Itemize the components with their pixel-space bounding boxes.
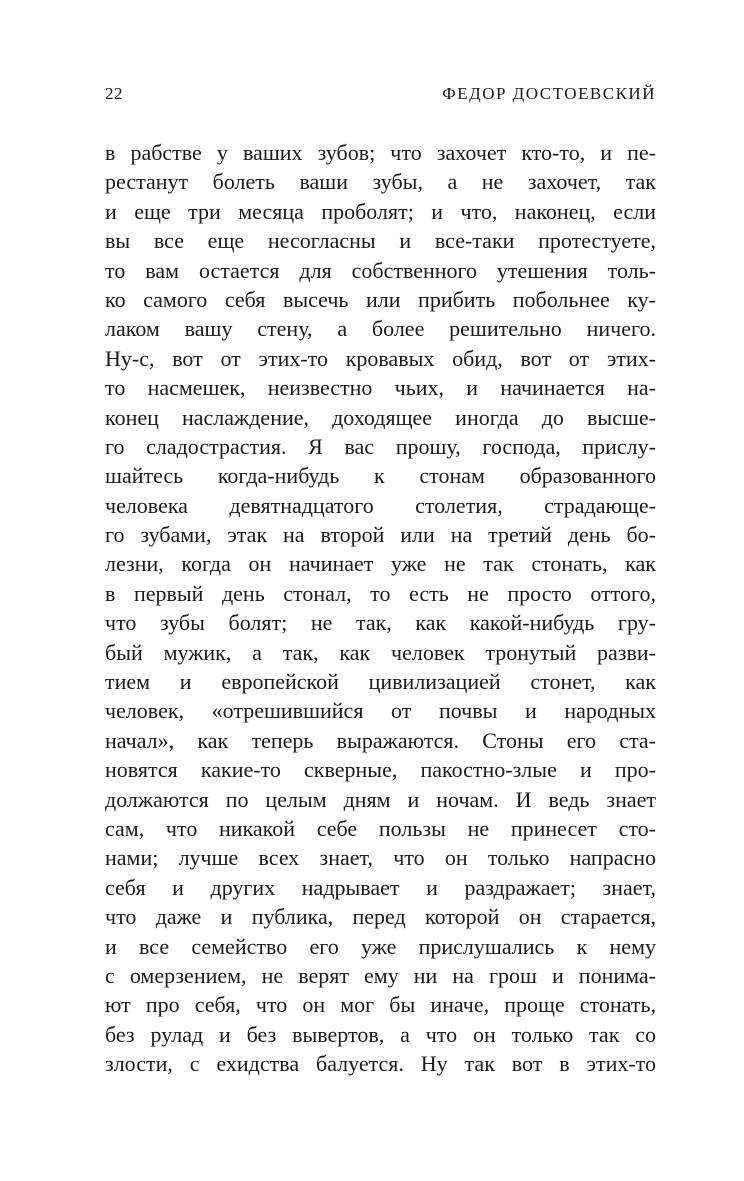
text-line: конец наслаждение, доходящее иногда до высше- bbox=[105, 404, 656, 430]
text-line: вы все еще несогласны и все-таки протестуете, bbox=[105, 228, 656, 254]
running-title: ФЕДОР ДОСТОЕВСКИЙ bbox=[442, 84, 656, 103]
text-line: что зубы болят; не так, как какой-нибудь гру- bbox=[105, 610, 656, 636]
text-line: должаются по целым дням и ночам. И ведь знает bbox=[105, 786, 656, 812]
text-line: го зубами, этак на второй или на третий день бо- bbox=[105, 522, 656, 548]
text-line: лаком вашу стену, а более решительно ничего. bbox=[105, 316, 656, 342]
text-line: в первый день стонал, то есть не просто оттого, bbox=[105, 580, 656, 606]
text-line: без рулад и без вывертов, а что он только так со bbox=[105, 1021, 656, 1047]
text-line: го сладострастия. Я вас прошу, господа, прислу- bbox=[105, 433, 656, 459]
text-line: ко самого себя высечь или прибить побольнее ку- bbox=[105, 286, 656, 312]
text-line: начал», как теперь выражаются. Стоны его ста- bbox=[105, 727, 656, 753]
text-line: и еще три месяца проболят; и что, наконец, если bbox=[105, 198, 656, 224]
text-line: в рабстве у ваших зубов; что захочет кто-то, и пе- bbox=[105, 140, 656, 165]
text-line: себя и других надрывает и раздражает; знает, bbox=[105, 874, 656, 900]
text-line: рестанут болеть ваши зубы, а не захочет, так bbox=[105, 169, 656, 195]
text-line: что даже и публика, перед которой он старается, bbox=[105, 904, 656, 930]
text-line: человека девятнадцатого столетия, страдающе- bbox=[105, 492, 656, 518]
text-line: лезни, когда он начинает уже не так стонать, как bbox=[105, 551, 656, 577]
text-line: то насмешек, неизвестно чьих, и начинается на- bbox=[105, 375, 656, 401]
text-line: Ну-с, вот от этих-то кровавых обид, вот от этих- bbox=[105, 345, 656, 371]
body-text bbox=[105, 138, 656, 1079]
text-line: нами; лучше всех знает, что он только напрасно bbox=[105, 845, 656, 871]
text-line: шайтесь когда-нибудь к стонам образованного bbox=[105, 463, 656, 489]
text-line: и все семейство его уже прислушались к нему bbox=[105, 933, 656, 959]
text-line: с омерзением, не верят ему ни на грош и понима- bbox=[105, 962, 656, 988]
text-line: человек, «отрешившийся от почвы и народных bbox=[105, 698, 656, 724]
text-line: ют про себя, что он мог бы иначе, проще стонать, bbox=[105, 992, 656, 1018]
page-header bbox=[105, 84, 656, 104]
page-number: 22 bbox=[105, 84, 123, 103]
text-line: бый мужик, а так, как человек тронутый разви- bbox=[105, 639, 656, 665]
text-line: сам, что никакой себе пользы не принесет сто- bbox=[105, 815, 656, 841]
text-line: новятся какие-то скверные, пакостно-злые и про- bbox=[105, 757, 656, 783]
text-line: тием и европейской цивилизацией стонет, как bbox=[105, 669, 656, 695]
text-line: злости, с ехидства балуется. Ну так вот в этих-то bbox=[105, 1051, 656, 1077]
text-line: то вам остается для собственного утешения толь- bbox=[105, 257, 656, 283]
